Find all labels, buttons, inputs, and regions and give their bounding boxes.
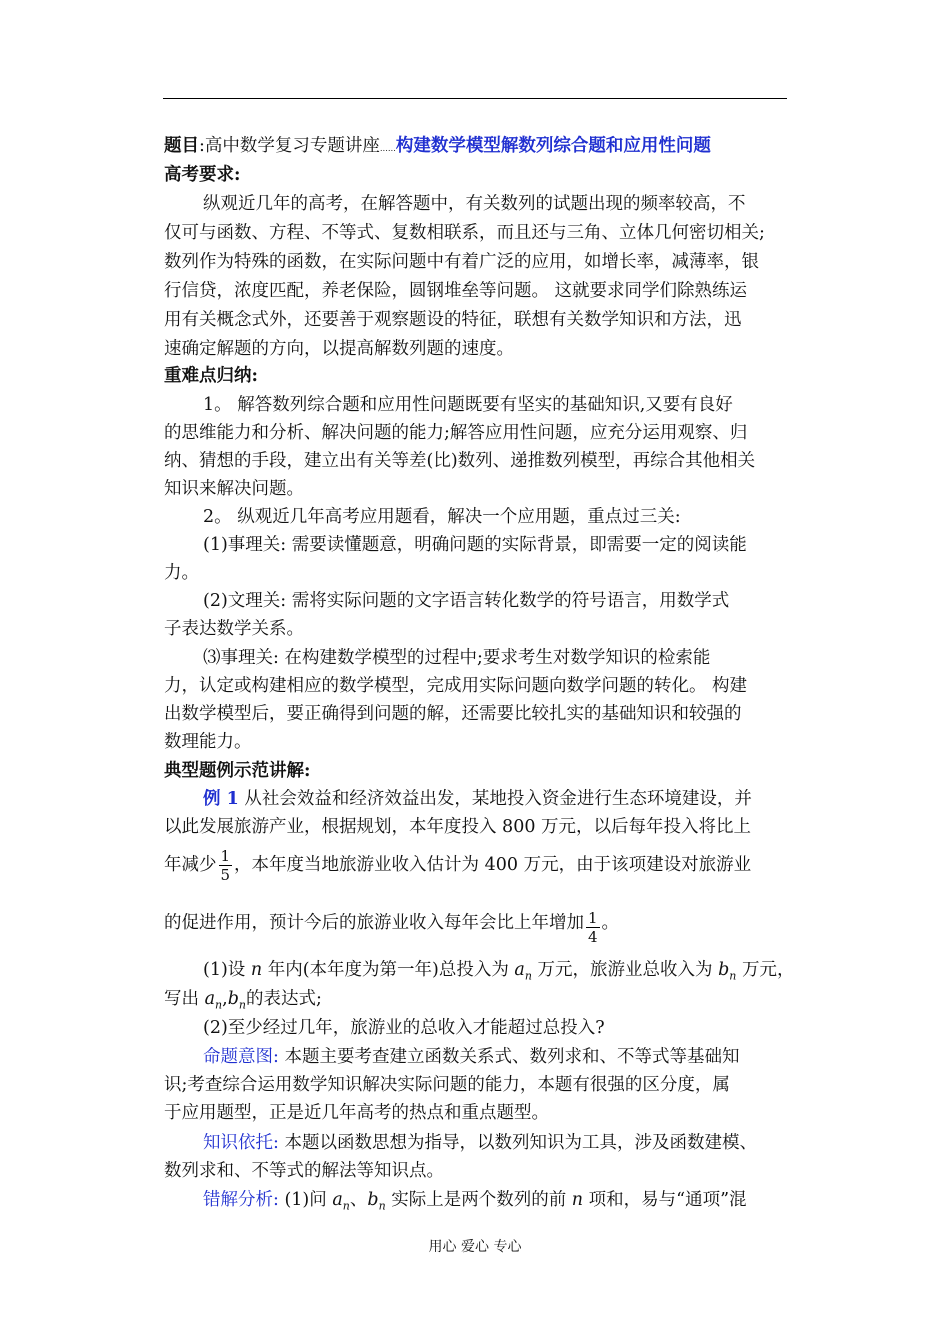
title-topic: 构建数学模型解数列综合题和应用性问题 [395,136,711,156]
key-point-line: 知识来解决问题。 [164,479,304,499]
intent-line: 识;考查综合运用数学知识解决实际问题的能力，本题有很强的区分度，属 [164,1075,730,1095]
fraction-one-fifth: $\frac{1}{5}$ [220,847,231,884]
key-point-line: (1)事理关: 需要读懂题意，明确问题的实际背景，即需要一定的阅读能 [203,535,747,555]
basis-line: 数列求和、不等式的解法等知识点。 [164,1161,444,1181]
key-point-line: 数理能力。 [164,732,252,752]
key-point-line: ⑶事理关: 在构建数学模型的过程中;要求考生对数学知识的检索能 [203,648,711,668]
title-prefix: 高中数学复习专题讲座 [204,136,380,156]
top-rule [163,98,787,99]
key-point-line: 1。 解答数列综合题和应用性问题既要有坚实的基础知识,又要有良好 [203,395,733,415]
requirements-line: 行信贷，浓度匹配，养老保险，圆钢堆垒等问题。 这就要求同学们除熟练运 [164,281,748,301]
question-1-cont: 写出 $a_n,b_n$的表达式; [164,989,322,1012]
page-footer: 用心 爱心 专心 [428,1239,522,1255]
requirements-line: 速确定解题的方向，以提高解数列题的速度。 [164,339,514,359]
error-analysis-line: 错解分析: (1)问 $a_n$、$b_n$ 实际上是两个数列的前 n 项和，易与“通项”混 [203,1190,747,1213]
requirements-line: 用有关概念式外，还要善于观察题设的特征，联想有关数学知识和方法，迅 [164,310,742,330]
example-1-line: 年减少 $\frac{1}{5}$ ，本年度当地旅游业收入估计为 400 万元，由于该项建设对旅游业 [164,847,752,884]
question-1: (1)设 n 年内(本年度为第一年)总投入为 $a_n$ 万元，旅游业总收入为 $b_n$ 万元， [203,960,795,983]
question-2: (2)至少经过几年，旅游业的总收入才能超过总投入? [203,1018,605,1038]
key-point-line: (2)文理关: 需将实际问题的文字语言转化数学的符号语言，用数学式 [203,591,730,611]
key-point-line: 2。 纵观近几年高考应用题看，解决一个应用题，重点过三关: [203,507,681,527]
error-label: 错解分析: [203,1190,279,1210]
key-points-heading: 重难点归纳: [164,366,258,386]
document-title: 题目:高中数学复习专题讲座……构建数学模型解数列综合题和应用性问题 [164,136,711,156]
requirements-line: 纵观近几年的高考，在解答题中，有关数列的试题出现的频率较高，不 [203,194,746,214]
example-1-line: 的促进作用，预计今后的旅游业收入每年会比上年增加 $\frac{1}{4}$ 。 [164,909,620,946]
intent-label: 命题意图: [203,1047,279,1067]
basis-line: 知识依托: 本题以函数思想为指导，以数列知识为工具，涉及函数建模、 [203,1133,757,1153]
examples-heading: 典型题例示范讲解: [164,761,311,781]
title-dots: …… [379,144,396,153]
requirements-heading: 高考要求: [164,165,241,185]
example-1-line: 例 1 从社会效益和经济效益出发，某地投入资金进行生态环境建设，并 [203,789,752,809]
requirements-line: 仅可与函数、方程、不等式、复数相联系，而且还与三角、立体几何密切相关; [164,223,765,243]
fraction-one-quarter: $\frac{1}{4}$ [588,909,598,946]
requirements-line: 数列作为特殊的函数，在实际问题中有着广泛的应用，如增长率，减薄率，银 [164,252,759,272]
key-point-line: 力。 [164,563,199,583]
key-point-line: 力，认定或构建相应的数学模型，完成用实际问题向数学问题的转化。 构建 [164,676,748,696]
key-point-line: 出数学模型后，要正确得到问题的解，还需要比较扎实的基础知识和较强的 [164,704,742,724]
basis-label: 知识依托: [203,1133,279,1153]
key-point-line: 纳、猜想的手段，建立出有关等差(比)数列、递推数列模型，再综合其他相关 [164,451,756,471]
key-point-line: 的思维能力和分析、解决问题的能力;解答应用性问题，应充分运用观察、归 [164,423,748,443]
intent-line: 命题意图: 本题主要考查建立函数关系式、数列求和、不等式等基础知 [203,1047,740,1067]
title-label: 题目 [164,136,199,156]
example-1-label: 例 1 [203,789,239,809]
key-point-line: 子表达数学关系。 [164,619,304,639]
intent-line: 于应用题型，正是近几年高考的热点和重点题型。 [164,1103,549,1123]
example-1-line: 以此发展旅游产业，根据规划，本年度投入 800 万元，以后每年投入将比上 [164,817,752,837]
